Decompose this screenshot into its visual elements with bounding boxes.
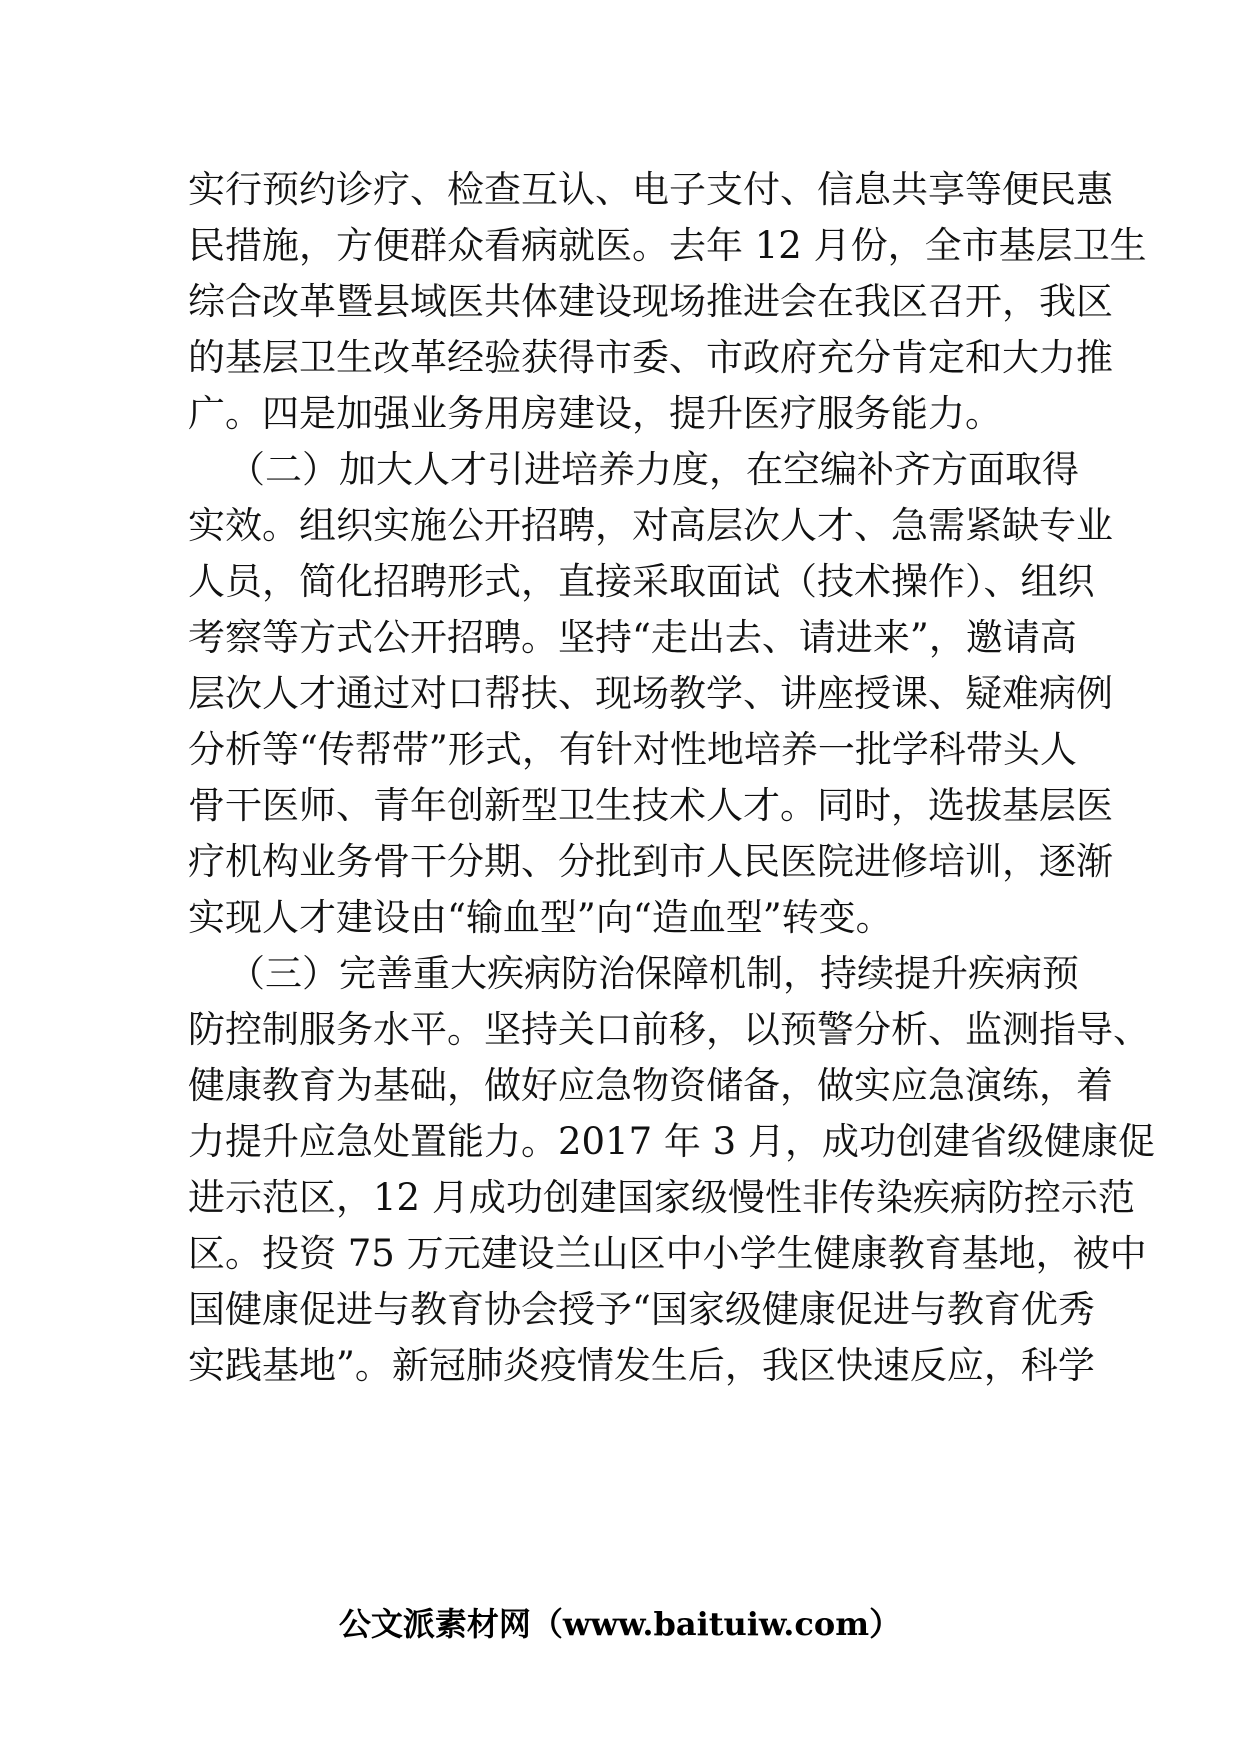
- page-footer-watermark: 公文派素材网（www.baituiw.com）: [338, 1605, 902, 1643]
- paragraph-line: （二）加大人才引进培养力度，在空编补齐方面取得: [228, 448, 1079, 491]
- paragraph-line: 国健康促进与教育协会授予“国家级健康促进与教育优秀: [188, 1288, 1095, 1331]
- paragraph-line: 防控制服务水平。坚持关口前移，以预警分析、监测指导、: [188, 1008, 1150, 1051]
- paragraph-line: 的基层卫生改革经验获得市委、市政府充分肯定和大力推: [188, 336, 1113, 379]
- paragraph-line: 实现人才建设由“输血型”向“造血型”转变。: [188, 896, 893, 939]
- paragraph-line: 分析等“传帮带”形式，有针对性地培养一批学科带头人: [188, 728, 1077, 771]
- paragraph-line: 健康教育为基础，做好应急物资储备，做实应急演练，着: [188, 1064, 1113, 1107]
- paragraph-line: 进示范区，12 月成功创建国家级慢性非传染疾病防控示范: [188, 1176, 1135, 1219]
- paragraph-line: 实行预约诊疗、检查互认、电子支付、信息共享等便民惠: [188, 168, 1113, 211]
- paragraph-line: 疗机构业务骨干分期、分批到市人民医院进修培训，逐渐: [188, 840, 1113, 883]
- paragraph-line: 实践基地”。新冠肺炎疫情发生后，我区快速反应，科学: [188, 1344, 1095, 1387]
- paragraph-line: 人员，简化招聘形式，直接采取面试（技术操作）、组织: [188, 560, 1095, 603]
- paragraph-line: 力提升应急处置能力。2017 年 3 月，成功创建省级健康促: [188, 1120, 1155, 1163]
- paragraph-line: 层次人才通过对口帮扶、现场教学、讲座授课、疑难病例: [188, 672, 1113, 715]
- paragraph-line: 广。四是加强业务用房建设，提升医疗服务能力。: [188, 392, 1002, 435]
- paragraph-line: 考察等方式公开招聘。坚持“走出去、请进来”，邀请高: [188, 616, 1077, 659]
- paragraph-line: 区。投资 75 万元建设兰山区中小学生健康教育基地，被中: [188, 1232, 1147, 1275]
- paragraph-line: 实效。组织实施公开招聘，对高层次人才、急需紧缺专业: [188, 504, 1113, 547]
- paragraph-line: （三）完善重大疾病防治保障机制，持续提升疾病预: [228, 952, 1079, 995]
- paragraph-line: 骨干医师、青年创新型卫生技术人才。同时，选拔基层医: [188, 784, 1113, 827]
- paragraph-line: 民措施，方便群众看病就医。去年 12 月份，全市基层卫生: [188, 224, 1147, 267]
- paragraph-line: 综合改革暨县域医共体建设现场推进会在我区召开，我区: [188, 280, 1113, 323]
